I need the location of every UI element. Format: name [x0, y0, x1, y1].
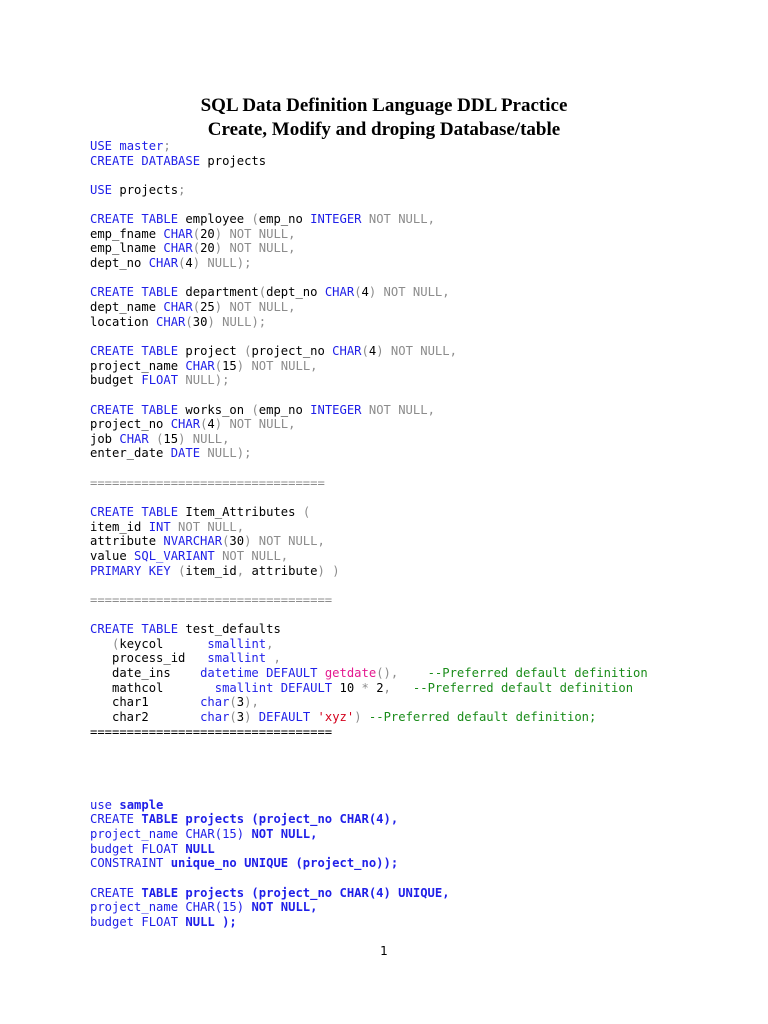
code-line [90, 359, 750, 374]
code-line [90, 608, 750, 623]
code-token: USE [90, 182, 113, 197]
code-token: project_no [90, 417, 171, 432]
code-line [90, 403, 750, 418]
code-token: ( [229, 695, 237, 710]
code-line [90, 900, 750, 915]
code-token: smallint DEFAULT [214, 680, 333, 695]
code-line [90, 227, 750, 242]
code-line [90, 285, 750, 300]
code-token: ) NOT NULL, [214, 226, 296, 241]
code-token: ; [178, 182, 186, 197]
code-token: DEFAULT [258, 709, 311, 724]
code-token: 4 [207, 417, 215, 432]
document-title: SQL Data Definition Language DDL Practice [200, 95, 568, 116]
code-token: smallint [207, 651, 267, 666]
code-token: location [90, 314, 157, 329]
code-token: 20 [200, 226, 215, 241]
code-line [90, 490, 750, 505]
code-token: --Preferred default definition [412, 680, 634, 695]
document-subtitle: Create, Modify and droping Database/table [207, 119, 561, 140]
code-token: CREATE DATABASE [90, 153, 201, 168]
code-line [90, 373, 750, 388]
code-line [90, 564, 750, 579]
code-token: CHAR [185, 358, 215, 373]
code-token: CHAR [332, 343, 362, 358]
code-token: budget [90, 373, 142, 388]
code-token: emp_no [258, 402, 311, 417]
code-token: NULL ); [185, 914, 237, 929]
code-token: 3 [236, 709, 245, 724]
code-token [90, 637, 112, 651]
code-token: dept_name [90, 300, 164, 315]
code-token: ( [251, 212, 259, 227]
code-token: ================================ [90, 475, 325, 490]
code-token: project_name [90, 358, 186, 373]
code-line [90, 139, 750, 154]
code-token: ) NOT NULL, [244, 534, 325, 549]
code-line [90, 168, 750, 183]
code-line [90, 417, 750, 432]
code-line [90, 915, 750, 930]
code-token: SQL_VARIANT [134, 548, 215, 563]
code-token: ( [361, 343, 369, 358]
code-token: enter_date [90, 446, 171, 461]
code-token: --Preferred default definition; [368, 709, 597, 724]
code-line [90, 681, 750, 696]
code-line [90, 856, 750, 871]
code-token: attribute [90, 534, 164, 549]
code-token: ) NOT NULL, [214, 417, 296, 432]
code-token: process_id [90, 651, 208, 666]
code-token [171, 564, 178, 578]
code-token: 'xyz' [317, 709, 355, 724]
code-token: employee [178, 212, 252, 227]
code-token: ( [258, 285, 267, 300]
code-token: CREATE TABLE [90, 343, 179, 358]
code-token: NOT NULL, [251, 900, 318, 915]
code-token: 15 [222, 358, 237, 373]
code-line [90, 812, 750, 827]
code-token: 10 [332, 680, 362, 695]
code-token: NOT NULL, [214, 548, 289, 563]
code-token: CREATE TABLE [90, 622, 179, 637]
code-token: NOT NULL, [170, 519, 245, 534]
code-token: ) NULL); [207, 314, 267, 329]
code-token: getdate [324, 666, 377, 681]
code-line [90, 725, 750, 740]
code-line [90, 798, 750, 813]
code-token: 2 [368, 680, 384, 695]
code-token: ================================= [90, 724, 333, 739]
sql-code-block [90, 139, 750, 930]
code-token [398, 666, 427, 680]
code-line [90, 300, 750, 315]
code-token: department [178, 285, 259, 300]
code-token: CREATE TABLE [90, 285, 179, 300]
code-line [90, 505, 750, 520]
code-token: ) NOT NULL, [214, 300, 296, 315]
code-token [391, 681, 413, 695]
code-token: CHAR [163, 226, 193, 241]
code-token: char2 [90, 709, 201, 724]
code-token: FLOAT [141, 373, 179, 388]
code-token: CHAR [156, 314, 186, 329]
code-token: INT [148, 519, 171, 534]
code-token: ) NOT NULL, [214, 241, 296, 256]
code-line [90, 754, 750, 769]
code-token: --Preferred default definition [427, 666, 648, 681]
code-token: ( [229, 709, 237, 724]
code-token: ( [185, 314, 193, 329]
code-token: TABLE projects (project_no CHAR(4) UNIQUE, [141, 885, 450, 900]
code-token: CHAR [163, 300, 193, 315]
code-token: TABLE projects (project_no CHAR(4), [141, 812, 399, 827]
code-line [90, 461, 750, 476]
code-token: ) [332, 563, 340, 578]
code-line [90, 388, 750, 403]
code-token: CREATE TABLE [90, 212, 179, 227]
code-token: NULL); [178, 373, 230, 388]
code-token: CHAR [119, 431, 149, 446]
code-token: char [200, 709, 230, 724]
code-token: CHAR [163, 241, 193, 256]
code-line [90, 476, 750, 491]
code-token: 25 [200, 300, 215, 315]
code-token: works_on [178, 402, 252, 417]
code-line [90, 198, 750, 213]
code-token: keycol [119, 636, 208, 651]
code-line [90, 549, 750, 564]
code-token: mathcol [90, 680, 215, 695]
code-token: project [178, 343, 245, 358]
code-token: unique_no UNIQUE (project_no)); [170, 856, 399, 871]
code-token: job [90, 431, 120, 446]
code-token: emp_no [258, 212, 311, 227]
code-token: projects [112, 182, 179, 197]
code-token: dept_no [266, 285, 325, 300]
code-token: CONSTRAINT [90, 856, 164, 871]
code-token: smallint [207, 636, 267, 651]
code-token: 4 [185, 256, 193, 271]
code-line [90, 329, 750, 344]
code-token: , [273, 651, 281, 666]
code-token: emp_lname [90, 241, 164, 256]
code-token: ) [317, 563, 325, 578]
code-token: (), [376, 666, 399, 681]
code-token: ( [222, 534, 230, 549]
code-token: use [90, 797, 113, 812]
code-token: ) NOT NULL, [368, 285, 450, 300]
code-line [90, 344, 750, 359]
code-line [90, 578, 750, 593]
code-token: ( [200, 417, 208, 432]
code-token: project_no [251, 343, 333, 358]
code-token: budget FLOAT [90, 914, 179, 929]
code-token: ( [192, 226, 201, 241]
code-token: master [119, 139, 164, 153]
code-line [90, 212, 750, 227]
code-token: INTEGER [310, 402, 362, 417]
code-token: ) [354, 709, 362, 724]
code-token: Item_Attributes [178, 505, 303, 520]
code-token: CHAR [170, 417, 201, 432]
code-token: item_id [185, 563, 237, 578]
code-line [90, 886, 750, 901]
code-token: project_name CHAR(15) [90, 900, 245, 915]
code-line [90, 769, 750, 784]
code-line [90, 315, 750, 330]
code-token: ( [354, 285, 362, 300]
code-token: projects [200, 153, 267, 168]
code-token: test_defaults [178, 622, 281, 637]
code-token: attribute [244, 563, 318, 578]
code-token: CREATE [90, 812, 135, 827]
code-token: 20 [200, 241, 215, 256]
code-token: NULL); [200, 446, 252, 461]
code-token: CHAR [148, 256, 179, 271]
code-token: ( [192, 300, 201, 315]
code-token: ) [244, 709, 252, 724]
code-token: char1 [90, 695, 201, 710]
code-token: project_name CHAR(15) [90, 827, 245, 842]
code-token: * [361, 680, 369, 695]
code-token: value [90, 548, 135, 563]
code-token: ( [178, 256, 186, 271]
code-line [90, 842, 750, 857]
code-token: ( [251, 402, 259, 417]
code-token: ) NOT NULL, [236, 358, 318, 373]
code-token: ( [156, 431, 164, 446]
code-token: NOT NULL, [361, 212, 435, 227]
code-token: ( [244, 343, 252, 358]
code-token: 15 [163, 431, 179, 446]
code-token: char [200, 695, 230, 710]
code-token: CREATE TABLE [90, 505, 179, 520]
code-token [163, 856, 170, 870]
code-line [90, 520, 750, 535]
code-token: ================================= [90, 592, 333, 607]
code-token: NULL [185, 841, 215, 856]
code-line [90, 871, 750, 886]
code-token [310, 710, 317, 724]
code-token: INTEGER [310, 212, 362, 227]
code-token: ( [192, 241, 201, 256]
code-token: NOT NULL, [361, 402, 435, 417]
code-token: 4 [361, 285, 369, 300]
code-line [90, 637, 750, 652]
code-token [362, 710, 369, 724]
code-token: item_id [90, 519, 149, 534]
code-token: , [383, 680, 391, 695]
code-line [90, 695, 750, 710]
code-token: 3 [236, 695, 245, 710]
code-token: sample [119, 797, 164, 812]
code-token: ) NOT NULL, [376, 343, 457, 358]
code-line [90, 183, 750, 198]
code-token: budget FLOAT [90, 841, 179, 856]
code-token: ( [302, 505, 311, 520]
code-token: , [266, 636, 274, 651]
code-token: emp_fname [90, 226, 164, 241]
code-token: PRIMARY KEY [90, 563, 171, 578]
code-line [90, 446, 750, 461]
code-token: ) NULL); [192, 256, 252, 271]
code-token: CREATE TABLE [90, 402, 179, 417]
code-token [317, 666, 324, 680]
code-token: CHAR [324, 285, 355, 300]
code-token: USE [90, 139, 113, 153]
code-line [90, 651, 750, 666]
code-token: ( [112, 636, 120, 651]
code-token: ( [178, 563, 186, 578]
code-token: DATE [170, 446, 201, 461]
code-token: ), [244, 695, 259, 710]
code-token: , [236, 563, 245, 578]
code-token: datetime DEFAULT [200, 666, 318, 681]
code-line [90, 432, 750, 447]
code-token: dept_no [90, 256, 149, 271]
code-line [90, 666, 750, 681]
code-token: ) NULL, [178, 431, 230, 446]
code-token: date_ins [90, 666, 201, 681]
code-line [90, 154, 750, 169]
code-token [149, 432, 156, 446]
code-token [251, 710, 258, 724]
code-line [90, 622, 750, 637]
page-number: 1 [380, 944, 388, 958]
code-line [90, 534, 750, 549]
code-token: NOT NULL, [251, 827, 318, 842]
code-token: 4 [368, 343, 377, 358]
code-line [90, 271, 750, 286]
code-line [90, 710, 750, 725]
code-line [90, 241, 750, 256]
code-token: 30 [192, 314, 208, 329]
code-line [90, 256, 750, 271]
code-token: ; [163, 139, 171, 153]
code-token: 30 [229, 534, 245, 549]
code-token: CREATE [90, 885, 135, 900]
code-token: NVARCHAR [163, 534, 223, 549]
code-line [90, 827, 750, 842]
code-line [90, 739, 750, 754]
code-token: ( [214, 358, 223, 373]
code-line [90, 783, 750, 798]
code-line [90, 593, 750, 608]
